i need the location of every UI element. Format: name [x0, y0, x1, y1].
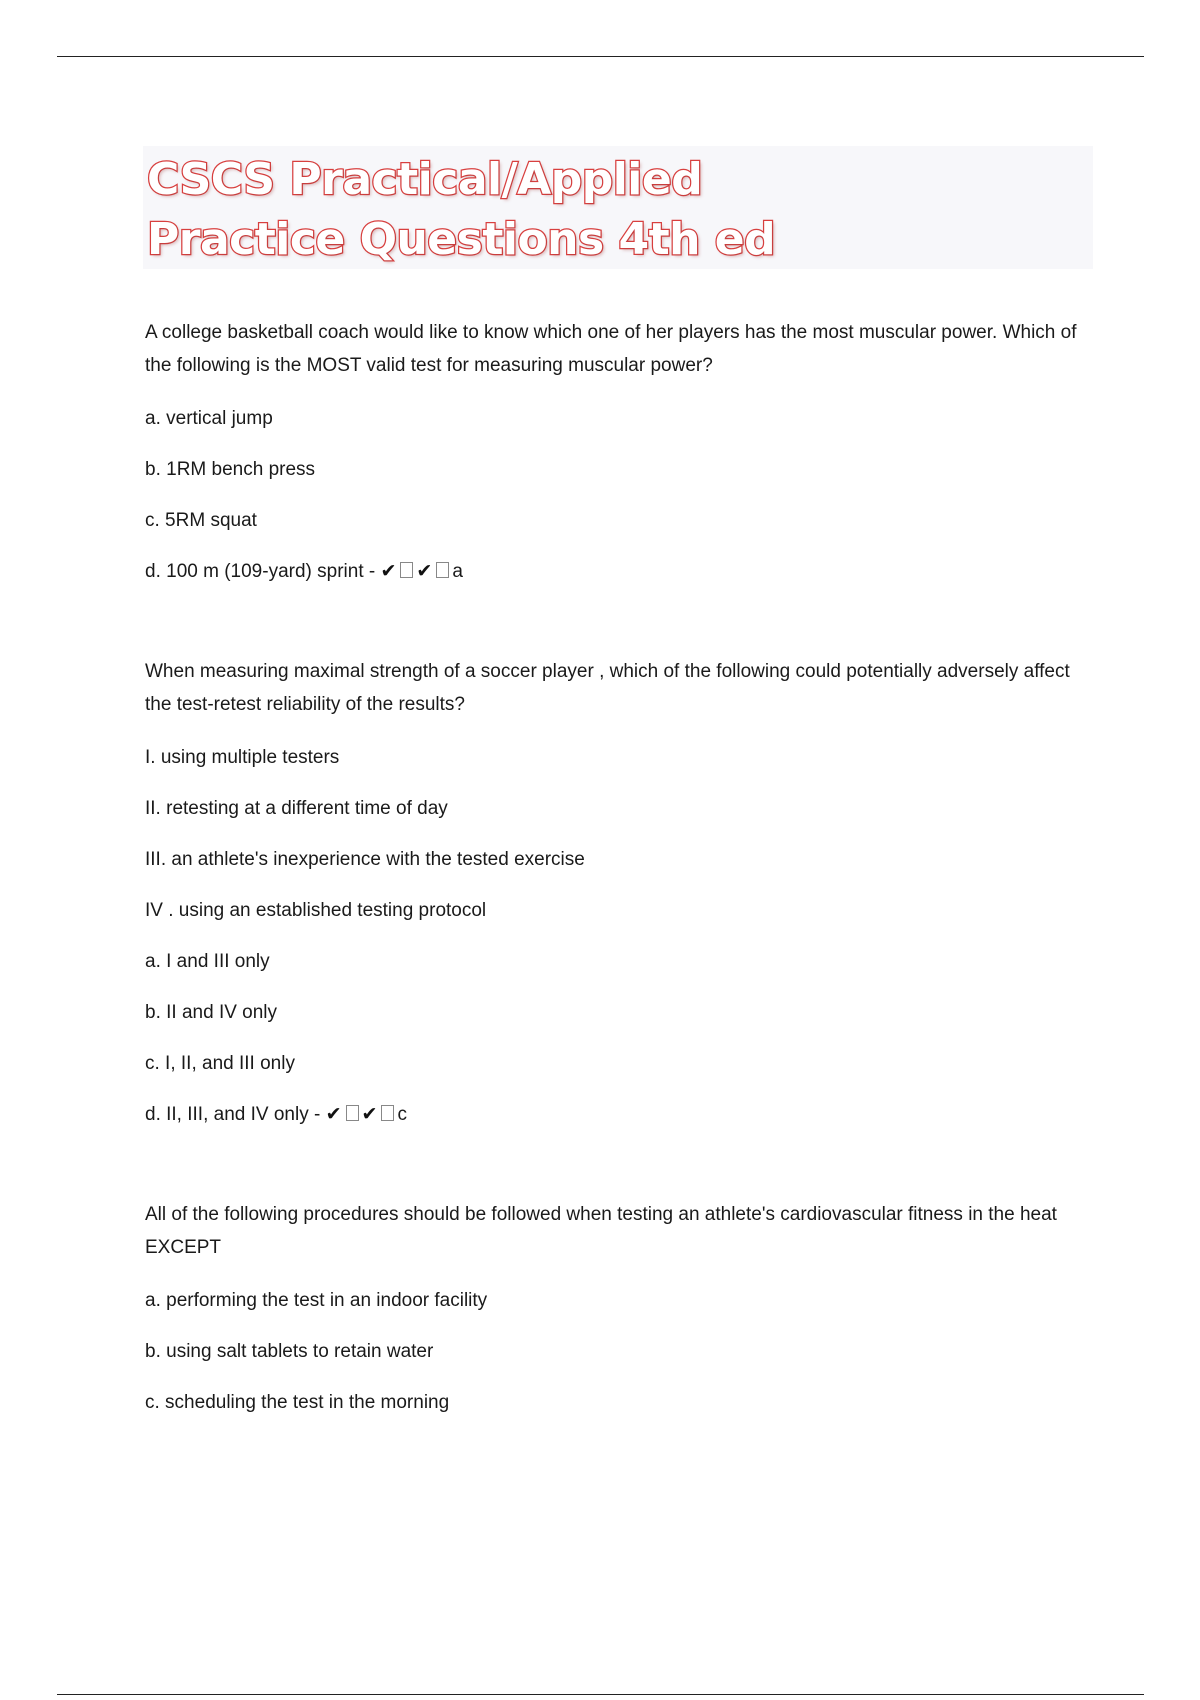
answer-option: b. 1RM bench press	[145, 459, 316, 480]
answer-option: a. vertical jump	[145, 408, 273, 429]
answer-option: c. I, II, and III only	[145, 1053, 295, 1074]
question-stem: A college basketball coach would like to know which one of her players has the most muscular power. Which of the following is the MOST valid test for measuring muscular power?	[145, 322, 1077, 376]
statement-item: III. an athlete's inexperience with the tested exercise	[145, 849, 585, 870]
answer-key: c	[397, 1104, 407, 1125]
question-3	[145, 1198, 1095, 1419]
missing-glyph-box-icon	[346, 1105, 359, 1121]
document-title: CSCS Practical/Applied Practice Questions 4th ed	[147, 154, 776, 265]
title-banner	[143, 146, 1093, 269]
answer-option: a. performing the test in an indoor facility	[145, 1290, 488, 1311]
statement-item: II. retesting at a different time of day	[145, 798, 448, 819]
missing-glyph-box-icon	[381, 1105, 394, 1121]
check-icon: ✔	[416, 561, 434, 582]
question-2	[145, 655, 1095, 1131]
answer-option: c. scheduling the test in the morning	[145, 1392, 450, 1413]
answer-option: b. II and IV only	[145, 1002, 278, 1023]
question-stem: All of the following procedures should be followed when testing an athlete's cardiovascular fitness in the heat EXCEPT	[145, 1204, 1057, 1258]
answer-option-with-key	[145, 1098, 1095, 1131]
answer-option: c. 5RM squat	[145, 510, 257, 531]
check-icon: ✔	[361, 1104, 379, 1125]
missing-glyph-box-icon	[400, 562, 413, 578]
header-rule	[57, 56, 1144, 57]
answer-option: a. I and III only	[145, 951, 270, 972]
answer-option-text: d. 100 m (109-yard) sprint -	[145, 561, 381, 582]
check-icon: ✔	[325, 1104, 343, 1125]
check-icon: ✔	[380, 561, 398, 582]
statement-item: I. using multiple testers	[145, 747, 340, 768]
answer-option-text: d. II, III, and IV only -	[145, 1104, 326, 1125]
answer-option-with-key	[145, 555, 1095, 588]
question-stem: When measuring maximal strength of a soccer player , which of the following could potentially adversely affect the test-retest reliability of the results?	[145, 661, 1070, 715]
answer-key: a	[452, 561, 463, 582]
question-1	[145, 316, 1095, 588]
answer-option: b. using salt tablets to retain water	[145, 1341, 434, 1362]
question-list	[145, 316, 1095, 1419]
statement-item: IV . using an established testing protocol	[145, 900, 487, 921]
missing-glyph-box-icon	[436, 562, 449, 578]
footer-rule	[57, 1694, 1144, 1695]
